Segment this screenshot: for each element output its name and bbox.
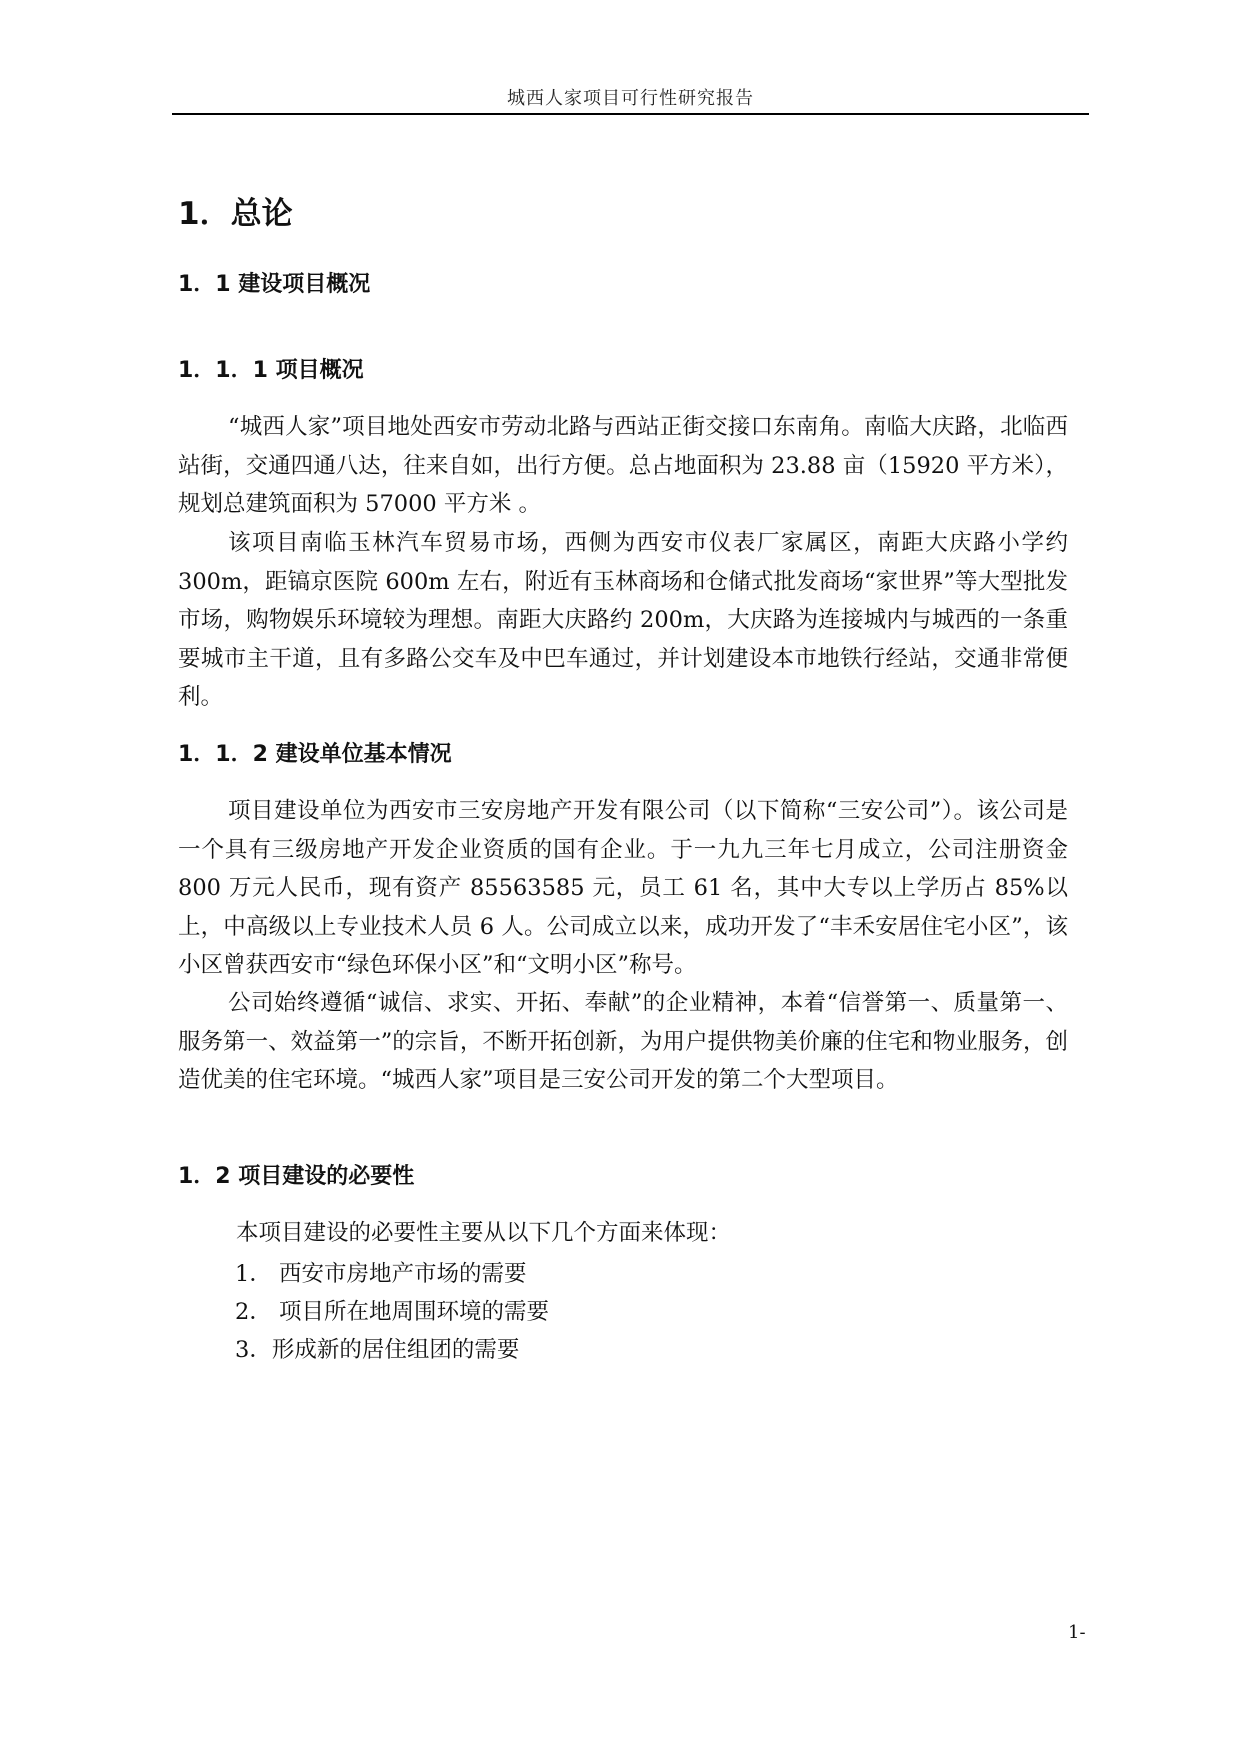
list-item: 1． 西安市房地产市场的需要	[235, 1261, 527, 1287]
chapter-title: 1．总论	[178, 196, 293, 232]
paragraph-project-location: “城西人家”项目地处西安市劳动北路与西站正街交接口东南角。南临大庆路，北临西站街，交通四通八达，往来自如，出行方便。总占地面积为 23.88 亩（15920 平方米），规划总建筑面积为 57000 平方米 。	[178, 414, 1068, 517]
page-number: 1-	[1068, 1622, 1086, 1643]
paragraph-project-surroundings: 该项目南临玉林汽车贸易市场，西侧为西安市仪表厂家属区，南距大庆路小学约 300m，距镐京医院 600m 左右，附近有玉林商场和仓储式批发商场“家世界”等大型批发市场，购物娱乐环境较为理想。南距大庆路约 200m，大庆路为连接城内与城西的一条重要城市主干道，且有多路公交车及中巴车通过，并计划建设本市地铁行经站，交通非常便利。	[178, 530, 1068, 710]
list-item: 2． 项目所在地周围环境的需要	[235, 1299, 549, 1325]
list-item: 3．形成新的居住组团的需要	[235, 1337, 520, 1363]
section-title-1-1-2: 1．1．2 建设单位基本情况	[178, 742, 452, 767]
section-title-1-1-1: 1．1．1 项目概况	[178, 358, 364, 383]
section-title-1-2: 1．2 项目建设的必要性	[178, 1164, 415, 1189]
section-title-1-1: 1．1 建设项目概况	[178, 272, 371, 297]
paragraph-company-spirit: 公司始终遵循“诚信、求实、开拓、奉献”的企业精神，本着“信誉第一、质量第一、服务第一、效益第一”的宗旨，不断开拓创新，为用户提供物美价廉的住宅和物业服务，创造优美的住宅环境。“城西人家”项目是三安公司开发的第二个大型项目。	[178, 990, 1068, 1093]
running-header: 城西人家项目可行性研究报告	[507, 88, 754, 109]
paragraph-necessity-intro: 本项目建设的必要性主要从以下几个方面来体现：	[236, 1220, 732, 1246]
header-rule	[172, 113, 1089, 115]
paragraph-company-info: 项目建设单位为西安市三安房地产开发有限公司（以下简称“三安公司”）。该公司是一个具有三级房地产开发企业资质的国有企业。于一九九三年七月成立，公司注册资金 800 万元人民币，现有资产 85563585 元，员工 61 名，其中大专以上学历占 85%以上，中高级以上专业技术人员 6 人。公司成立以来，成功开发了“丰禾安居住宅小区”，该小区曾获西安市“绿色环保小区”和“文明小区”称号。	[178, 798, 1068, 978]
